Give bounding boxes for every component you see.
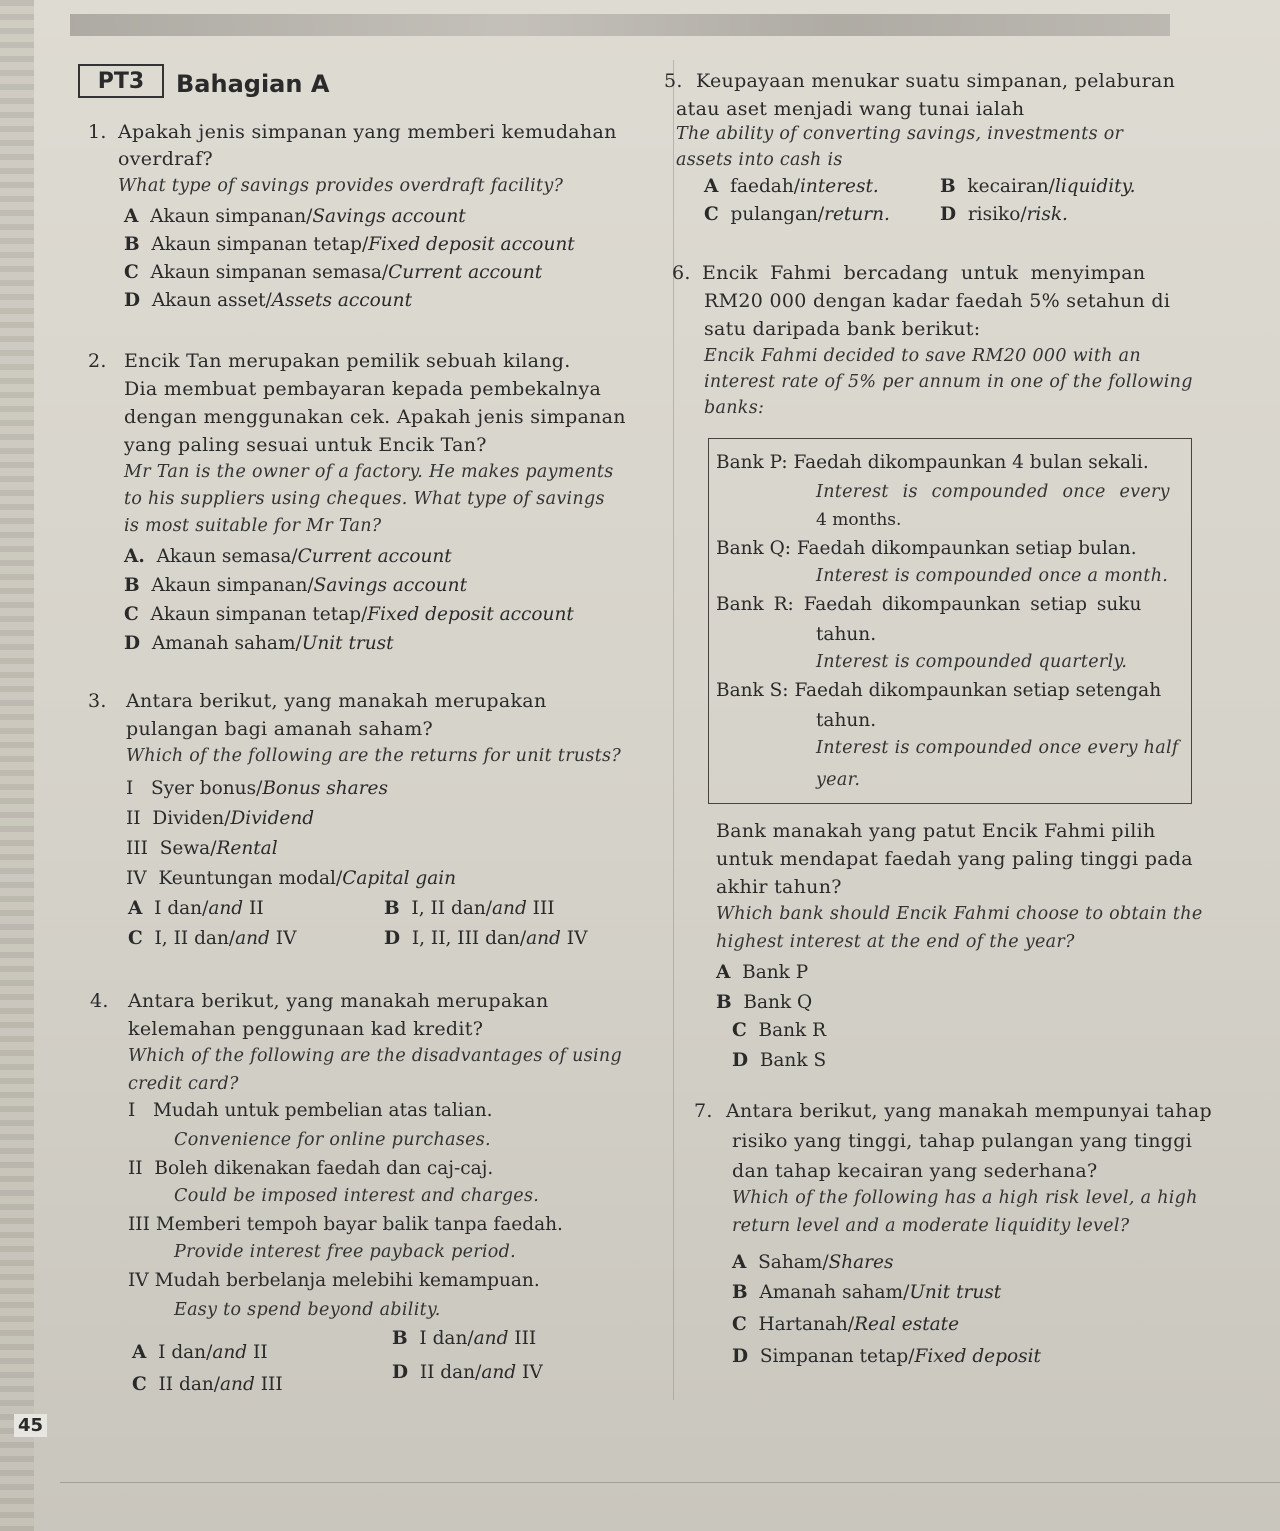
item-text-ms: Memberi tempoh bayar balik tanpa faedah. <box>155 1214 563 1235</box>
q3-option-d[interactable] <box>384 928 587 949</box>
q6-text-ms: RM20 000 dengan kadar faedah 5% setahun di <box>704 290 1171 312</box>
option-text-ms: Akaun simpanan/ <box>151 575 314 596</box>
q3-item-i <box>126 778 388 799</box>
q5-number: 5. <box>664 70 683 92</box>
q2-text-ms: Encik Tan merupakan pemilik sebuah kilang. <box>124 350 571 372</box>
q6-ask-ms: Bank manakah yang patut Encik Fahmi pilih <box>716 820 1156 842</box>
q4-option-c[interactable] <box>132 1374 283 1395</box>
q4-option-a[interactable] <box>132 1342 268 1363</box>
option-letter: C <box>732 1020 747 1041</box>
bank-r-desc-ms: tahun. <box>816 624 877 645</box>
q3-text-en: Which of the following are the returns for unit trusts? <box>126 746 622 766</box>
q5-option-b[interactable] <box>940 176 1135 197</box>
option-text-ms: Hartanah/ <box>758 1314 855 1335</box>
option-letter: B <box>940 176 956 197</box>
option-letter: C <box>132 1374 147 1395</box>
bank-q-desc-en: Interest is compounded once a month. <box>816 566 1169 586</box>
option-rest: III <box>526 898 555 919</box>
bank-p-desc-en: Interest is compounded once every <box>816 482 1170 502</box>
option-rest: III <box>508 1328 537 1349</box>
option-and: and <box>208 898 244 919</box>
option-text: Bank R <box>758 1020 827 1041</box>
bank-name: Bank P: <box>716 452 788 473</box>
q1-text-ms: overdraf? <box>118 148 213 170</box>
option-text-en: Current account <box>388 262 543 283</box>
q4-option-d[interactable] <box>392 1362 543 1383</box>
q1-text-ms: Apakah jenis simpanan yang memberi kemudahan <box>118 121 617 143</box>
q2-option-a[interactable] <box>124 546 452 567</box>
q4-item-iii <box>128 1214 563 1235</box>
option-text-en: Fixed deposit <box>914 1346 1041 1367</box>
item-text-en: Bonus shares <box>262 778 388 799</box>
q4-text-en: credit card? <box>128 1074 239 1094</box>
option-and: and <box>212 1342 248 1363</box>
q2-option-c[interactable] <box>124 604 574 625</box>
option-letter: B <box>124 234 140 255</box>
q7-text-ms: risiko yang tinggi, tahap pulangan yang tinggi <box>732 1130 1193 1152</box>
bank-name: Bank R: <box>716 594 794 615</box>
item-text-ms: Boleh dikenakan faedah dan caj-caj. <box>154 1158 494 1179</box>
option-text-en: Fixed deposit account <box>367 604 574 625</box>
q3-option-a[interactable] <box>128 898 264 919</box>
q4-item-iv <box>128 1270 540 1291</box>
option-text: Bank Q <box>743 992 813 1013</box>
q4-text-ms: kelemahan penggunaan kad kredit? <box>128 1018 484 1040</box>
option-text: I, II dan/ <box>154 928 236 949</box>
option-letter: C <box>732 1314 747 1335</box>
q1-option-b[interactable] <box>124 234 575 255</box>
option-rest: II <box>247 1342 268 1363</box>
option-rest: IV <box>560 928 588 949</box>
page-number: 45 <box>14 1414 47 1437</box>
option-text-en: interest. <box>799 176 879 197</box>
bank-desc-ms: Faedah dikompaunkan setiap bulan. <box>796 538 1137 559</box>
q4-item-i <box>128 1100 493 1121</box>
option-rest: IV <box>269 928 297 949</box>
option-letter: A <box>716 962 731 983</box>
bank-p-row <box>716 452 1149 473</box>
option-text-ms: Akaun simpanan tetap/ <box>150 604 368 625</box>
item-text-en: Capital gain <box>342 868 457 889</box>
roman-numeral: IV <box>126 868 147 889</box>
q2-text-ms: yang paling sesuai untuk Encik Tan? <box>124 434 487 456</box>
q2-option-b[interactable] <box>124 575 467 596</box>
roman-numeral: III <box>128 1214 150 1235</box>
option-and: and <box>481 1362 517 1383</box>
option-letter: C <box>128 928 143 949</box>
item-text-ms: Dividen/ <box>152 808 231 829</box>
bank-s-desc-en: Interest is compounded once every half <box>816 738 1179 758</box>
option-text-ms: Akaun simpanan tetap/ <box>151 234 369 255</box>
q6-ask-en: highest interest at the end of the year? <box>716 932 1075 952</box>
q6-ask-ms: untuk mendapat faedah yang paling tinggi pada <box>716 848 1193 870</box>
roman-numeral: II <box>128 1158 143 1179</box>
option-letter: C <box>124 262 139 283</box>
option-text-en: Savings account <box>312 206 466 227</box>
q4-item-ii-en: Could be imposed interest and charges. <box>174 1186 540 1206</box>
option-rest: II <box>243 898 264 919</box>
q2-text-en: Mr Tan is the owner of a factory. He makes payments <box>124 462 614 482</box>
q5-text-ms: Keupayaan menukar suatu simpanan, pelaburan <box>696 70 1176 92</box>
q4-text-en: Which of the following are the disadvantages of using <box>128 1046 622 1066</box>
option-letter: D <box>124 633 141 654</box>
section-title: Bahagian A <box>176 70 330 98</box>
option-letter: A <box>124 206 139 227</box>
option-text-ms: faedah/ <box>730 176 800 197</box>
option-text-en: Assets account <box>271 290 413 311</box>
option-text-en: Current account <box>297 546 452 567</box>
q3-number: 3. <box>88 690 107 712</box>
bottom-rule <box>60 1482 1280 1483</box>
option-text: I dan/ <box>158 1342 213 1363</box>
q2-option-d[interactable] <box>124 633 394 654</box>
option-text: Bank S <box>759 1050 827 1071</box>
q7-text-en: Which of the following has a high risk level, a high <box>732 1188 1198 1208</box>
q2-text-en: to his suppliers using cheques. What type of savings <box>124 489 605 509</box>
option-text-ms: risiko/ <box>967 204 1027 225</box>
option-text-en: Unit trust <box>909 1282 1002 1303</box>
option-letter: D <box>124 290 141 311</box>
q4-item-iii-en: Provide interest free payback period. <box>174 1242 517 1262</box>
q7-option-b[interactable] <box>732 1282 1001 1303</box>
page-binding <box>0 0 34 1531</box>
q6-option-d[interactable] <box>732 1050 826 1071</box>
q1-option-c[interactable] <box>124 262 542 283</box>
q5-option-d[interactable] <box>940 204 1068 225</box>
q7-option-d[interactable] <box>732 1346 1041 1367</box>
option-letter: B <box>716 992 732 1013</box>
q4-item-ii <box>128 1158 493 1179</box>
q7-text-en: return level and a moderate liquidity level? <box>732 1216 1130 1236</box>
bank-s-row <box>716 680 1161 701</box>
pt3-badge: PT3 <box>78 64 164 98</box>
option-text-en: Fixed deposit account <box>368 234 575 255</box>
q6-option-a[interactable] <box>716 962 808 983</box>
option-letter: D <box>384 928 401 949</box>
item-text-ms: Mudah berbelanja melebihi kemampuan. <box>154 1270 540 1291</box>
top-decor-strip <box>70 14 1170 36</box>
option-text-ms: Saham/ <box>758 1252 829 1273</box>
q5-text-en: The ability of converting savings, investments or <box>676 124 1124 144</box>
option-text-ms: Akaun asset/ <box>151 290 272 311</box>
column-divider <box>673 60 674 1400</box>
q6-text-en: banks: <box>704 398 765 418</box>
option-letter: D <box>732 1050 749 1071</box>
q3-item-iii <box>126 838 278 859</box>
q4-option-b[interactable] <box>392 1328 536 1349</box>
bank-name: Bank S: <box>716 680 789 701</box>
item-text-en: Rental <box>216 838 278 859</box>
q4-item-iv-en: Easy to spend beyond ability. <box>174 1300 441 1320</box>
option-and: and <box>235 928 270 949</box>
item-text-en: Dividend <box>230 808 315 829</box>
option-text-en: Shares <box>828 1252 894 1273</box>
item-text-ms: Sewa/ <box>159 838 217 859</box>
option-text-en: Savings account <box>313 575 467 596</box>
q3-item-iv <box>126 868 456 889</box>
option-rest: III <box>254 1374 283 1395</box>
roman-numeral: I <box>128 1100 136 1121</box>
bank-s-desc-en: year. <box>816 770 861 790</box>
q2-text-ms: Dia membuat pembayaran kepada pembekalnya <box>124 378 602 400</box>
option-and: and <box>220 1374 255 1395</box>
option-letter: A <box>732 1252 747 1273</box>
option-text-ms: pulangan/ <box>730 204 825 225</box>
bank-q-row <box>716 538 1137 559</box>
option-text: II dan/ <box>419 1362 482 1383</box>
option-text: Bank P <box>742 962 809 983</box>
q1-number: 1. <box>88 121 107 143</box>
q6-text-en: Encik Fahmi decided to save RM20 000 with an <box>704 346 1141 366</box>
bank-r-row <box>716 594 1141 615</box>
option-and: and <box>473 1328 509 1349</box>
q5-text-ms: atau aset menjadi wang tunai ialah <box>676 98 1025 120</box>
bank-p-desc-en: 4 months. <box>816 510 902 530</box>
bank-name: Bank Q: <box>716 538 792 559</box>
option-text: I dan/ <box>154 898 209 919</box>
option-text: I, II, III dan/ <box>411 928 527 949</box>
q6-ask-ms: akhir tahun? <box>716 876 842 898</box>
q6-number: 6. <box>672 262 691 284</box>
option-text-ms: Akaun simpanan semasa/ <box>150 262 389 283</box>
q4-text-ms: Antara berikut, yang manakah merupakan <box>128 990 549 1012</box>
option-and: and <box>526 928 561 949</box>
option-text-en: return. <box>824 204 890 225</box>
option-and: and <box>492 898 527 919</box>
q7-option-a[interactable] <box>732 1252 893 1273</box>
q3-option-b[interactable] <box>384 898 555 919</box>
q5-option-a[interactable] <box>704 176 879 197</box>
bank-desc-ms: Faedah dikompaunkan setiap setengah <box>794 680 1162 701</box>
q3-option-c[interactable] <box>128 928 296 949</box>
q6-option-b[interactable] <box>716 992 812 1013</box>
option-letter: D <box>392 1362 409 1383</box>
q6-option-c[interactable] <box>732 1020 826 1041</box>
option-text-ms: Akaun semasa/ <box>156 546 298 567</box>
option-text: I, II dan/ <box>411 898 492 919</box>
roman-numeral: I <box>126 778 134 799</box>
option-letter: B <box>392 1328 408 1349</box>
bank-desc-ms: Faedah dikompaunkan 4 bulan sekali. <box>793 452 1149 473</box>
q2-number: 2. <box>88 350 107 372</box>
option-text-ms: Amanah saham/ <box>151 633 302 654</box>
option-letter: A <box>704 176 719 197</box>
q5-text-en: assets into cash is <box>676 150 843 170</box>
q5-option-c[interactable] <box>704 204 890 225</box>
option-text-en: liquidity. <box>1054 176 1136 197</box>
option-letter: A <box>128 898 143 919</box>
bank-s-desc-ms: tahun. <box>816 710 877 731</box>
option-text-ms: Amanah saham/ <box>759 1282 910 1303</box>
bank-desc-ms: Faedah dikompaunkan setiap suku <box>803 594 1142 615</box>
option-letter: A. <box>124 546 145 567</box>
option-letter: D <box>732 1346 749 1367</box>
option-text-ms: Simpanan tetap/ <box>759 1346 915 1367</box>
q2-text-ms: dengan menggunakan cek. Apakah jenis simpanan <box>124 406 626 428</box>
option-letter: A <box>132 1342 147 1363</box>
q2-text-en: is most suitable for Mr Tan? <box>124 516 382 536</box>
option-text-en: Unit trust <box>301 633 394 654</box>
q6-ask-en: Which bank should Encik Fahmi choose to obtain the <box>716 904 1203 924</box>
option-rest: IV <box>516 1362 543 1383</box>
option-letter: D <box>940 204 957 225</box>
option-letter: C <box>124 604 139 625</box>
q7-text-ms: Antara berikut, yang manakah mempunyai tahap <box>726 1100 1212 1122</box>
option-letter: B <box>384 898 400 919</box>
option-letter: B <box>124 575 140 596</box>
q6-text-ms: Encik Fahmi bercadang untuk menyimpan <box>702 262 1146 284</box>
option-letter: B <box>732 1282 748 1303</box>
q4-item-i-en: Convenience for online purchases. <box>174 1130 491 1150</box>
item-text-ms: Syer bonus/ <box>150 778 263 799</box>
option-text-ms: kecairan/ <box>967 176 1055 197</box>
option-text: I dan/ <box>419 1328 474 1349</box>
option-text-en: Real estate <box>854 1314 960 1335</box>
option-text-ms: Akaun simpanan/ <box>150 206 313 227</box>
option-letter: C <box>704 204 719 225</box>
q3-text-ms: Antara berikut, yang manakah merupakan <box>126 690 547 712</box>
roman-numeral: III <box>126 838 148 859</box>
roman-numeral: II <box>126 808 141 829</box>
q6-text-ms: satu daripada bank berikut: <box>704 318 981 340</box>
q1-text-en: What type of savings provides overdraft facility? <box>118 176 564 196</box>
q4-number: 4. <box>90 990 109 1012</box>
q3-text-ms: pulangan bagi amanah saham? <box>126 718 434 740</box>
option-text-en: risk. <box>1026 204 1068 225</box>
item-text-ms: Keuntungan modal/ <box>158 868 343 889</box>
item-text-ms: Mudah untuk pembelian atas talian. <box>152 1100 493 1121</box>
q7-text-ms: dan tahap kecairan yang sederhana? <box>732 1160 1098 1182</box>
bank-r-desc-en: Interest is compounded quarterly. <box>816 652 1128 672</box>
q7-number: 7. <box>694 1100 713 1122</box>
q3-item-ii <box>126 808 314 829</box>
option-text: II dan/ <box>158 1374 221 1395</box>
q7-option-c[interactable] <box>732 1314 959 1335</box>
q1-option-a[interactable] <box>124 206 466 227</box>
q6-text-en: interest rate of 5% per annum in one of the following <box>704 372 1193 392</box>
roman-numeral: IV <box>128 1270 149 1291</box>
q1-option-d[interactable] <box>124 290 412 311</box>
